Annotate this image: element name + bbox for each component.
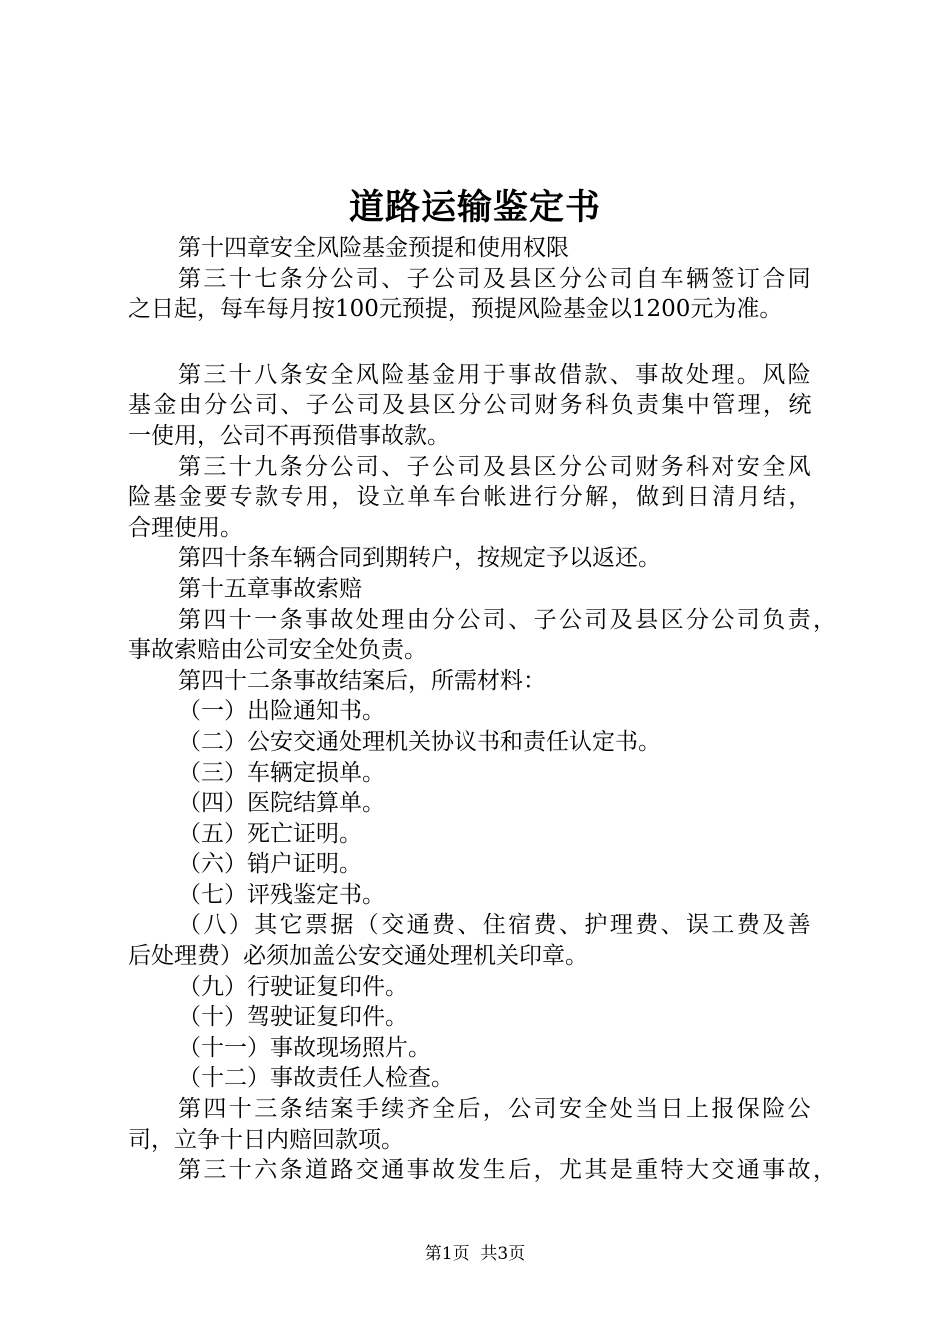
list-item: （十一）事故现场照片。	[178, 1034, 431, 1061]
list-item: （十二）事故责任人检查。	[178, 1065, 454, 1092]
paragraph-line: 司，立争十日内赔回款项。	[128, 1126, 404, 1153]
chapter-heading: 第十五章事故索赔	[178, 575, 362, 602]
paragraph-line: 合理使用。	[128, 514, 243, 541]
paragraph-line: 事故索赔由公司安全处负责。	[128, 637, 427, 664]
list-item: （七）评残鉴定书。	[178, 881, 385, 908]
paragraph-line: 第三十七条分公司、子公司及县区分公司自车辆签订合同	[178, 265, 813, 292]
paragraph-line: 基金由分公司、子公司及县区分公司财务科负责集中管理，统	[128, 392, 814, 419]
page-footer	[0, 1242, 950, 1266]
list-item: （十）驾驶证复印件。	[178, 1004, 408, 1031]
list-item: （四）医院结算单。	[178, 790, 385, 817]
paragraph-line: 一使用，公司不再预借事故款。	[128, 422, 450, 449]
list-item: （八）其它票据（交通费、住宿费、护理费、误工费及善	[178, 912, 813, 939]
list-item: （六）销户证明。	[178, 851, 362, 878]
paragraph-line: 之日起，每车每月按100元预提，预提风险基金以1200元为准。	[128, 296, 783, 323]
paragraph-line: 第四十一条事故处理由分公司、子公司及县区分公司负责，	[178, 606, 839, 633]
paragraph-gap	[128, 325, 848, 360]
list-item-continuation: 后处理费）必须加盖公安交通处理机关印章。	[128, 943, 588, 970]
document-body	[128, 233, 848, 1186]
footer-separator	[470, 1244, 481, 1264]
list-item: （三）车辆定损单。	[178, 759, 385, 786]
paragraph-line: 第四十三条结案手续齐全后，公司安全处当日上报保险公	[178, 1096, 813, 1123]
chapter-heading: 第十四章安全风险基金预提和使用权限	[178, 235, 569, 261]
list-item: （一）出险通知书。	[178, 698, 385, 725]
document-title: 道路运输鉴定书	[348, 187, 601, 228]
list-item: （五）死亡证明。	[178, 820, 362, 847]
paragraph-line: 第四十二条事故结案后，所需材料：	[178, 667, 546, 694]
paragraph-line: 第三十八条安全风险基金用于事故借款、事故处理。风险	[178, 361, 813, 388]
paragraph-line: 第三十六条道路交通事故发生后，尤其是重特大交通事故，	[178, 1157, 839, 1184]
list-item: （二）公安交通处理机关协议书和责任认定书。	[178, 728, 661, 755]
page-number: 第1页	[424, 1244, 470, 1264]
page-total: 共3页	[480, 1244, 526, 1264]
paragraph-line: 第三十九条分公司、子公司及县区分公司财务科对安全风	[178, 453, 813, 480]
paragraph-line: 险基金要专款专用，设立单车台帐进行分解，做到日清月结，	[128, 484, 814, 511]
paragraph-line: 第四十条车辆合同到期转户，按规定予以返还。	[178, 545, 661, 572]
list-item: （九）行驶证复印件。	[178, 973, 408, 1000]
